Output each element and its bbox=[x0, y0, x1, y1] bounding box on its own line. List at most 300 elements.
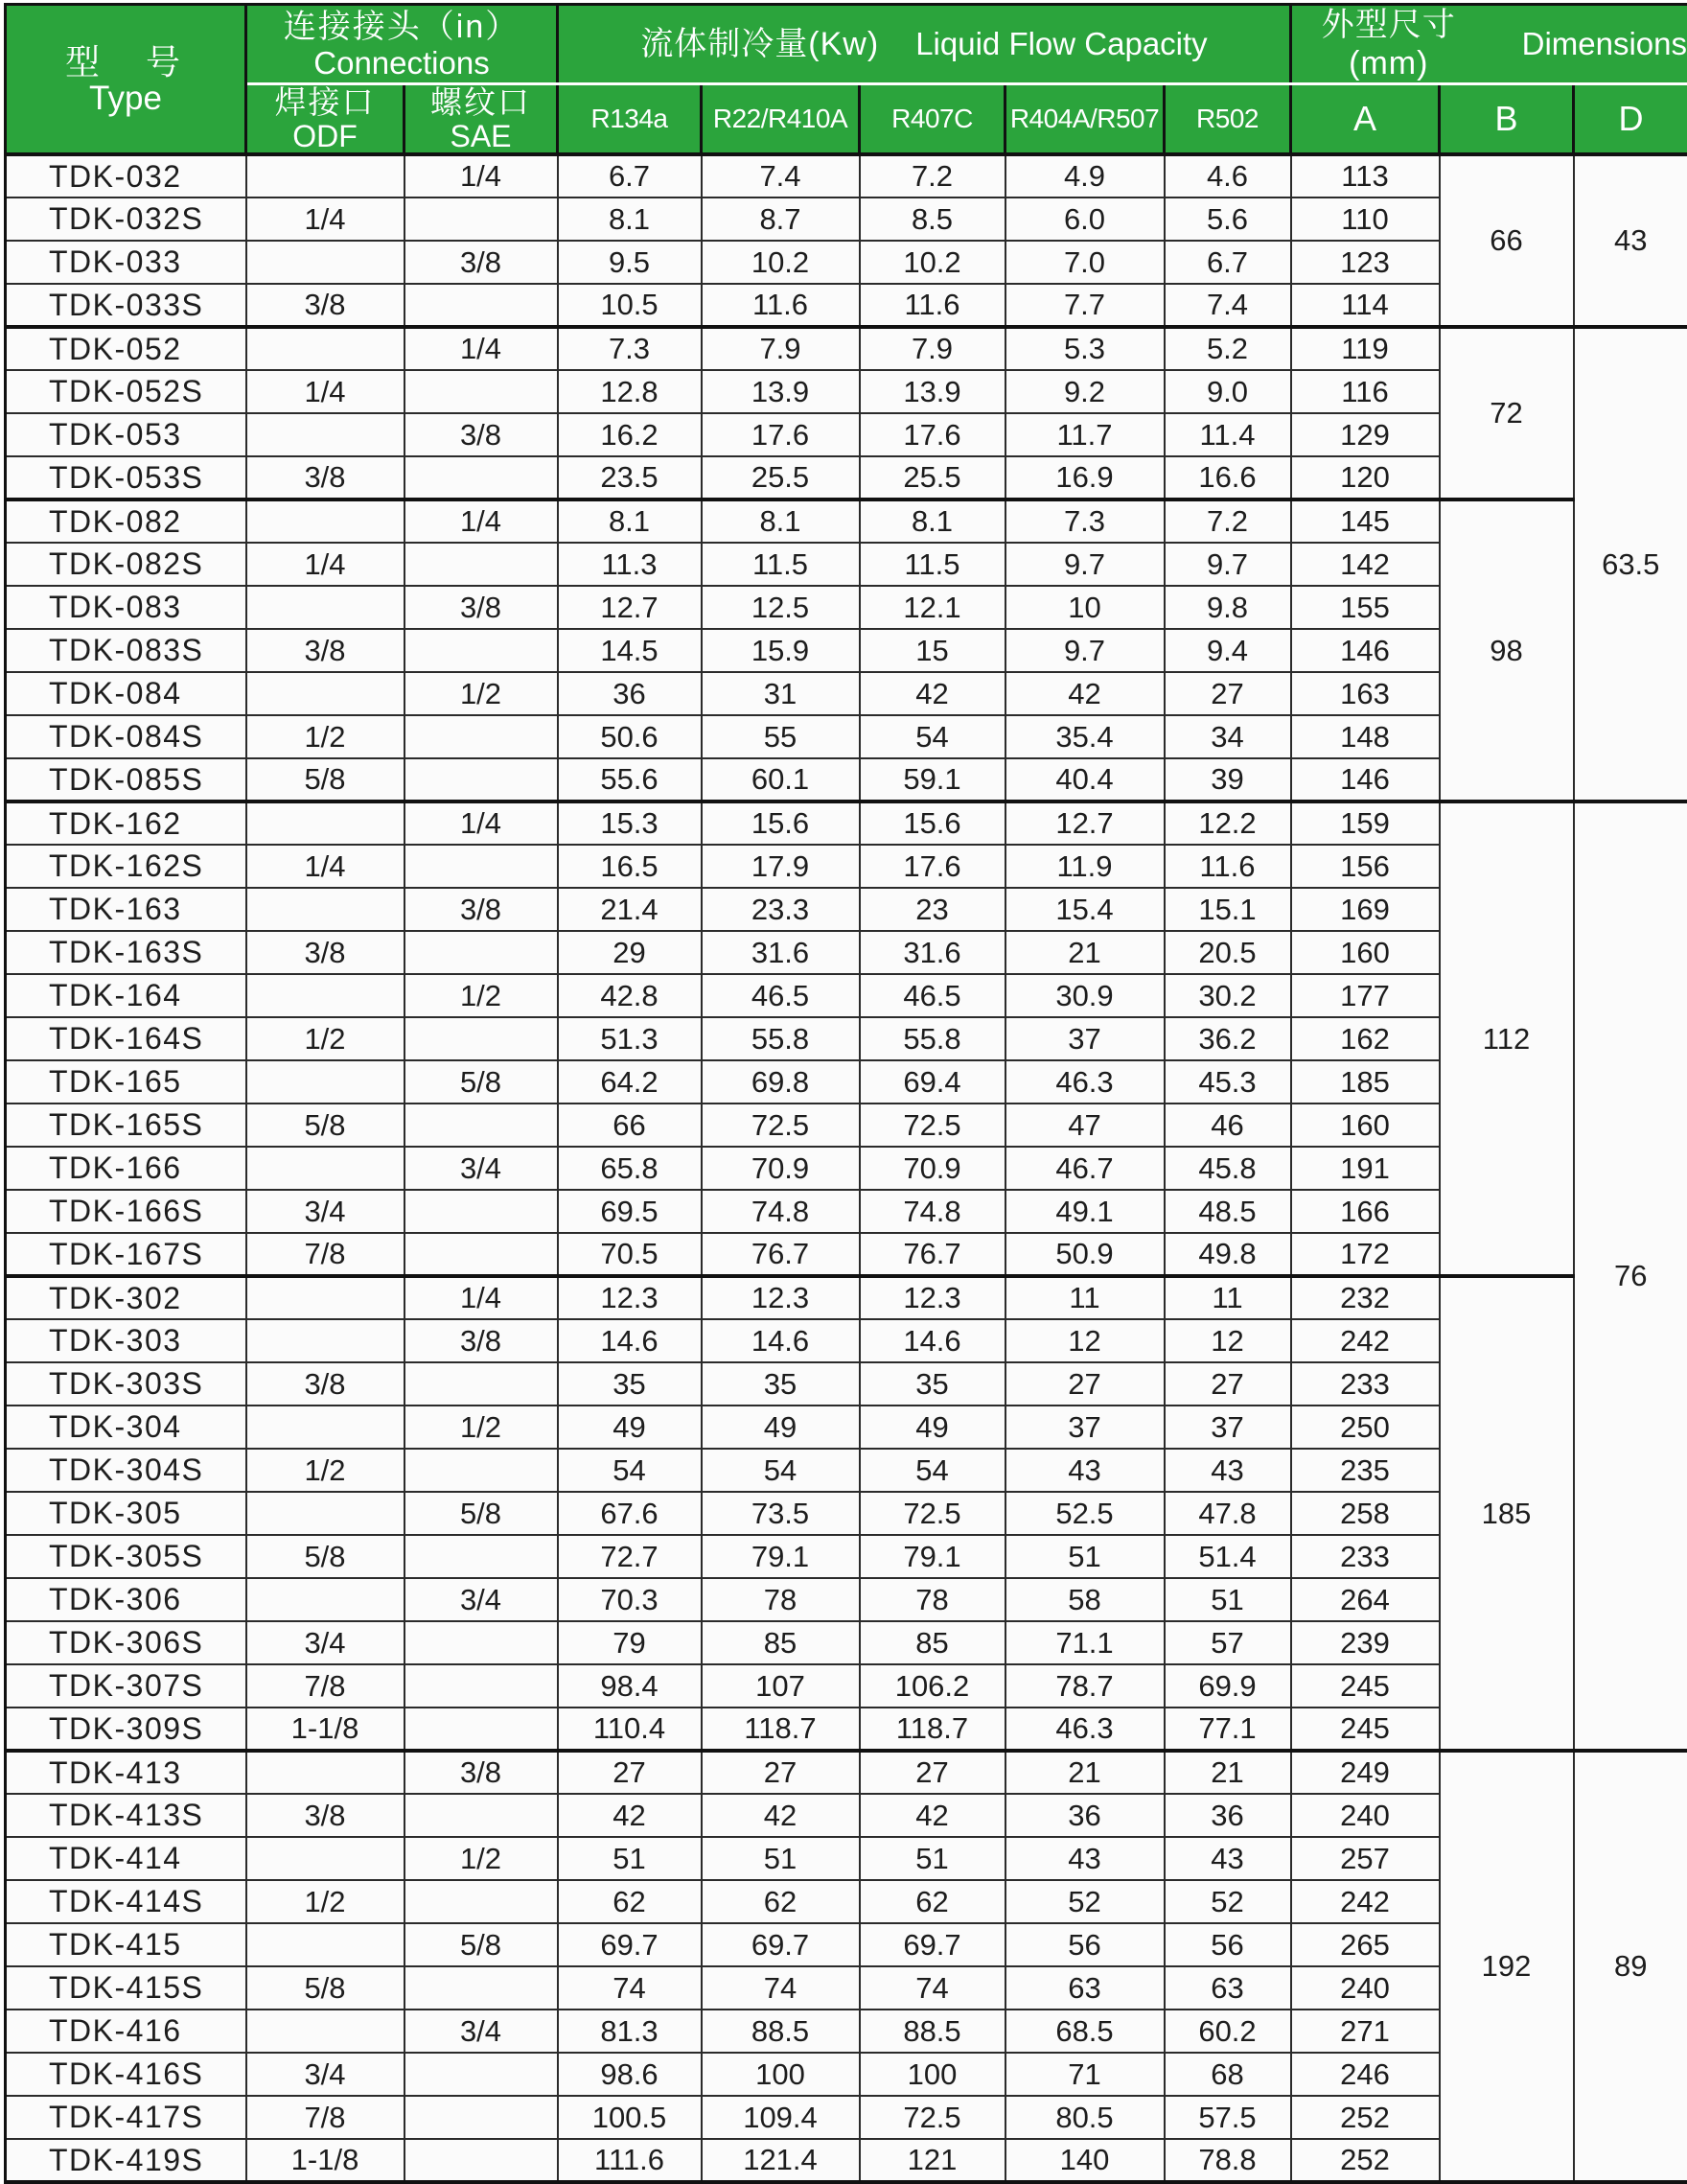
r502-cell: 45.8 bbox=[1165, 1147, 1291, 1190]
header-capacity-en: Liquid Flow Capacity bbox=[915, 27, 1207, 61]
sae-cell bbox=[404, 1794, 558, 1837]
odf-cell: 1/4 bbox=[246, 845, 404, 888]
r502-cell: 51 bbox=[1165, 1578, 1291, 1621]
r407c-cell: 79.1 bbox=[860, 1535, 1005, 1578]
r404a-r507-cell: 71.1 bbox=[1005, 1621, 1165, 1664]
odf-cell bbox=[246, 241, 404, 284]
r404a-r507-cell: 63 bbox=[1005, 1966, 1165, 2010]
r502-cell: 6.7 bbox=[1165, 241, 1291, 284]
r404a-r507-cell: 4.9 bbox=[1005, 154, 1165, 197]
type-cell: TDK-032S bbox=[6, 197, 246, 241]
r134a-cell: 70.3 bbox=[558, 1578, 702, 1621]
r22-r410a-cell: 55 bbox=[702, 715, 860, 758]
sae-cell: 3/8 bbox=[404, 1319, 558, 1362]
header-type-en: Type bbox=[7, 81, 244, 116]
r134a-cell: 79 bbox=[558, 1621, 702, 1664]
table-row bbox=[6, 1708, 1687, 1751]
r407c-cell: 69.7 bbox=[860, 1923, 1005, 1966]
sae-cell bbox=[404, 931, 558, 974]
sae-cell: 5/8 bbox=[404, 1923, 558, 1966]
dim-d-cell: 89 bbox=[1574, 1751, 1687, 2182]
r22-r410a-cell: 10.2 bbox=[702, 241, 860, 284]
odf-cell bbox=[246, 586, 404, 629]
table-row bbox=[6, 586, 1687, 629]
table-row bbox=[6, 1319, 1687, 1362]
r502-cell: 7.4 bbox=[1165, 284, 1291, 327]
r502-cell: 11.6 bbox=[1165, 845, 1291, 888]
r22-r410a-cell: 46.5 bbox=[702, 974, 860, 1017]
r22-r410a-cell: 109.4 bbox=[702, 2096, 860, 2139]
r502-cell: 34 bbox=[1165, 715, 1291, 758]
odf-cell bbox=[246, 1060, 404, 1104]
header-sae-zh: 螺纹口 bbox=[405, 85, 556, 120]
r134a-cell: 64.2 bbox=[558, 1060, 702, 1104]
r502-cell: 52 bbox=[1165, 1880, 1291, 1923]
table-row bbox=[6, 500, 1687, 543]
r502-cell: 57.5 bbox=[1165, 2096, 1291, 2139]
r22-r410a-cell: 74.8 bbox=[702, 1190, 860, 1233]
r134a-cell: 14.5 bbox=[558, 629, 702, 672]
dim-a-cell: 245 bbox=[1291, 1708, 1440, 1751]
type-cell: TDK-306S bbox=[6, 1621, 246, 1664]
header-type bbox=[6, 5, 246, 155]
r502-cell: 27 bbox=[1165, 1362, 1291, 1406]
dim-a-cell: 191 bbox=[1291, 1147, 1440, 1190]
r22-r410a-cell: 85 bbox=[702, 1621, 860, 1664]
header-sae-en: SAE bbox=[405, 120, 556, 152]
r407c-cell: 72.5 bbox=[860, 1492, 1005, 1535]
dim-a-cell: 146 bbox=[1291, 629, 1440, 672]
r407c-cell: 17.6 bbox=[860, 413, 1005, 456]
odf-cell: 1/2 bbox=[246, 1449, 404, 1492]
sae-cell: 1/4 bbox=[404, 154, 558, 197]
sae-cell bbox=[404, 2139, 558, 2182]
sae-cell: 1/4 bbox=[404, 327, 558, 370]
r407c-cell: 72.5 bbox=[860, 1104, 1005, 1147]
r407c-cell: 7.2 bbox=[860, 154, 1005, 197]
type-cell: TDK-413S bbox=[6, 1794, 246, 1837]
r502-cell: 43 bbox=[1165, 1837, 1291, 1880]
odf-cell bbox=[246, 1923, 404, 1966]
r502-cell: 39 bbox=[1165, 758, 1291, 802]
dim-a-cell: 146 bbox=[1291, 758, 1440, 802]
r22-r410a-cell: 11.6 bbox=[702, 284, 860, 327]
type-cell: TDK-166 bbox=[6, 1147, 246, 1190]
table-row bbox=[6, 1190, 1687, 1233]
type-cell: TDK-165S bbox=[6, 1104, 246, 1147]
type-cell: TDK-415S bbox=[6, 1966, 246, 2010]
odf-cell: 5/8 bbox=[246, 1966, 404, 2010]
r407c-cell: 7.9 bbox=[860, 327, 1005, 370]
type-cell: TDK-417S bbox=[6, 2096, 246, 2139]
table-row bbox=[6, 672, 1687, 715]
r22-r410a-cell: 12.5 bbox=[702, 586, 860, 629]
table-row bbox=[6, 1794, 1687, 1837]
type-cell: TDK-305 bbox=[6, 1492, 246, 1535]
r404a-r507-cell: 42 bbox=[1005, 672, 1165, 715]
dim-a-cell: 257 bbox=[1291, 1837, 1440, 1880]
sae-cell: 1/2 bbox=[404, 672, 558, 715]
sae-cell bbox=[404, 1664, 558, 1708]
r407c-cell: 62 bbox=[860, 1880, 1005, 1923]
r407c-cell: 59.1 bbox=[860, 758, 1005, 802]
r502-cell: 15.1 bbox=[1165, 888, 1291, 931]
r404a-r507-cell: 35.4 bbox=[1005, 715, 1165, 758]
table-row bbox=[6, 1751, 1687, 1794]
r404a-r507-cell: 15.4 bbox=[1005, 888, 1165, 931]
dim-a-cell: 116 bbox=[1291, 370, 1440, 413]
sae-cell: 3/8 bbox=[404, 1751, 558, 1794]
dim-a-cell: 250 bbox=[1291, 1406, 1440, 1449]
dim-b-cell: 98 bbox=[1440, 500, 1574, 802]
odf-cell: 7/8 bbox=[246, 1233, 404, 1276]
r407c-cell: 49 bbox=[860, 1406, 1005, 1449]
odf-cell bbox=[246, 1492, 404, 1535]
table-row bbox=[6, 931, 1687, 974]
r134a-cell: 42 bbox=[558, 1794, 702, 1837]
table-row bbox=[6, 845, 1687, 888]
r404a-r507-cell: 56 bbox=[1005, 1923, 1165, 1966]
r22-r410a-cell: 70.9 bbox=[702, 1147, 860, 1190]
type-cell: TDK-033S bbox=[6, 284, 246, 327]
header-r134a: R134a bbox=[558, 84, 702, 155]
r502-cell: 27 bbox=[1165, 672, 1291, 715]
sae-cell: 1/2 bbox=[404, 1837, 558, 1880]
r404a-r507-cell: 50.9 bbox=[1005, 1233, 1165, 1276]
r407c-cell: 14.6 bbox=[860, 1319, 1005, 1362]
r134a-cell: 16.2 bbox=[558, 413, 702, 456]
r407c-cell: 12.1 bbox=[860, 586, 1005, 629]
odf-cell bbox=[246, 1578, 404, 1621]
odf-cell bbox=[246, 1276, 404, 1319]
odf-cell bbox=[246, 888, 404, 931]
type-cell: TDK-083 bbox=[6, 586, 246, 629]
sae-cell bbox=[404, 284, 558, 327]
r22-r410a-cell: 118.7 bbox=[702, 1708, 860, 1751]
r502-cell: 37 bbox=[1165, 1406, 1291, 1449]
table-row bbox=[6, 327, 1687, 370]
type-cell: TDK-032 bbox=[6, 154, 246, 197]
odf-cell bbox=[246, 2010, 404, 2053]
table-row bbox=[6, 2139, 1687, 2182]
r404a-r507-cell: 9.2 bbox=[1005, 370, 1165, 413]
r22-r410a-cell: 7.9 bbox=[702, 327, 860, 370]
r404a-r507-cell: 52 bbox=[1005, 1880, 1165, 1923]
table-row bbox=[6, 1664, 1687, 1708]
r22-r410a-cell: 23.3 bbox=[702, 888, 860, 931]
type-cell: TDK-082S bbox=[6, 543, 246, 586]
type-cell: TDK-414S bbox=[6, 1880, 246, 1923]
dim-a-cell: 110 bbox=[1291, 197, 1440, 241]
odf-cell bbox=[246, 327, 404, 370]
r134a-cell: 23.5 bbox=[558, 456, 702, 500]
r22-r410a-cell: 15.6 bbox=[702, 802, 860, 845]
type-cell: TDK-053S bbox=[6, 456, 246, 500]
sae-cell bbox=[404, 1017, 558, 1060]
type-cell: TDK-052S bbox=[6, 370, 246, 413]
r407c-cell: 46.5 bbox=[860, 974, 1005, 1017]
r407c-cell: 11.6 bbox=[860, 284, 1005, 327]
r407c-cell: 12.3 bbox=[860, 1276, 1005, 1319]
odf-cell: 5/8 bbox=[246, 1535, 404, 1578]
table-row bbox=[6, 2010, 1687, 2053]
dim-a-cell: 172 bbox=[1291, 1233, 1440, 1276]
odf-cell: 1/2 bbox=[246, 1017, 404, 1060]
odf-cell: 3/8 bbox=[246, 931, 404, 974]
r22-r410a-cell: 8.7 bbox=[702, 197, 860, 241]
dim-a-cell: 271 bbox=[1291, 2010, 1440, 2053]
r404a-r507-cell: 52.5 bbox=[1005, 1492, 1165, 1535]
r134a-cell: 29 bbox=[558, 931, 702, 974]
dim-a-cell: 177 bbox=[1291, 974, 1440, 1017]
r502-cell: 12 bbox=[1165, 1319, 1291, 1362]
r502-cell: 36 bbox=[1165, 1794, 1291, 1837]
sae-cell bbox=[404, 1104, 558, 1147]
table-row bbox=[6, 543, 1687, 586]
r502-cell: 77.1 bbox=[1165, 1708, 1291, 1751]
dim-a-cell: 148 bbox=[1291, 715, 1440, 758]
r134a-cell: 69.5 bbox=[558, 1190, 702, 1233]
r502-cell: 5.2 bbox=[1165, 327, 1291, 370]
r134a-cell: 98.6 bbox=[558, 2053, 702, 2096]
r404a-r507-cell: 37 bbox=[1005, 1017, 1165, 1060]
sae-cell: 5/8 bbox=[404, 1060, 558, 1104]
type-cell: TDK-414 bbox=[6, 1837, 246, 1880]
dim-a-cell: 145 bbox=[1291, 500, 1440, 543]
r502-cell: 9.0 bbox=[1165, 370, 1291, 413]
dim-a-cell: 129 bbox=[1291, 413, 1440, 456]
header-row-sections bbox=[6, 5, 1687, 84]
r134a-cell: 9.5 bbox=[558, 241, 702, 284]
sae-cell: 1/2 bbox=[404, 974, 558, 1017]
type-cell: TDK-167S bbox=[6, 1233, 246, 1276]
r134a-cell: 16.5 bbox=[558, 845, 702, 888]
r134a-cell: 21.4 bbox=[558, 888, 702, 931]
type-cell: TDK-084S bbox=[6, 715, 246, 758]
table-header bbox=[6, 5, 1687, 155]
r134a-cell: 11.3 bbox=[558, 543, 702, 586]
r502-cell: 11.4 bbox=[1165, 413, 1291, 456]
table-row bbox=[6, 715, 1687, 758]
sae-cell bbox=[404, 543, 558, 586]
odf-cell: 7/8 bbox=[246, 2096, 404, 2139]
r404a-r507-cell: 11.7 bbox=[1005, 413, 1165, 456]
table-row bbox=[6, 1233, 1687, 1276]
r22-r410a-cell: 88.5 bbox=[702, 2010, 860, 2053]
dim-a-cell: 239 bbox=[1291, 1621, 1440, 1664]
r22-r410a-cell: 78 bbox=[702, 1578, 860, 1621]
odf-cell: 3/8 bbox=[246, 1362, 404, 1406]
r407c-cell: 51 bbox=[860, 1837, 1005, 1880]
odf-cell bbox=[246, 1147, 404, 1190]
r404a-r507-cell: 140 bbox=[1005, 2139, 1165, 2182]
sae-cell: 1/4 bbox=[404, 500, 558, 543]
r407c-cell: 69.4 bbox=[860, 1060, 1005, 1104]
odf-cell bbox=[246, 672, 404, 715]
header-r407c: R407C bbox=[860, 84, 1005, 155]
r407c-cell: 100 bbox=[860, 2053, 1005, 2096]
dim-b-cell: 66 bbox=[1440, 154, 1574, 327]
odf-cell bbox=[246, 154, 404, 197]
dim-a-cell: 252 bbox=[1291, 2139, 1440, 2182]
sae-cell bbox=[404, 1621, 558, 1664]
r404a-r507-cell: 21 bbox=[1005, 1751, 1165, 1794]
r22-r410a-cell: 31 bbox=[702, 672, 860, 715]
r134a-cell: 42.8 bbox=[558, 974, 702, 1017]
r22-r410a-cell: 11.5 bbox=[702, 543, 860, 586]
r134a-cell: 15.3 bbox=[558, 802, 702, 845]
r407c-cell: 17.6 bbox=[860, 845, 1005, 888]
r502-cell: 60.2 bbox=[1165, 2010, 1291, 2053]
r502-cell: 47.8 bbox=[1165, 1492, 1291, 1535]
r407c-cell: 35 bbox=[860, 1362, 1005, 1406]
r407c-cell: 76.7 bbox=[860, 1233, 1005, 1276]
r134a-cell: 74 bbox=[558, 1966, 702, 2010]
r22-r410a-cell: 15.9 bbox=[702, 629, 860, 672]
r502-cell: 20.5 bbox=[1165, 931, 1291, 974]
header-connections-zh: 连接接头（in） bbox=[247, 8, 556, 46]
sae-cell: 1/2 bbox=[404, 1406, 558, 1449]
r404a-r507-cell: 16.9 bbox=[1005, 456, 1165, 500]
r502-cell: 68 bbox=[1165, 2053, 1291, 2096]
type-cell: TDK-084 bbox=[6, 672, 246, 715]
table-row bbox=[6, 1276, 1687, 1319]
r134a-cell: 72.7 bbox=[558, 1535, 702, 1578]
r502-cell: 78.8 bbox=[1165, 2139, 1291, 2182]
table-row bbox=[6, 1104, 1687, 1147]
header-sae bbox=[404, 84, 558, 155]
sae-cell bbox=[404, 2096, 558, 2139]
table-row bbox=[6, 284, 1687, 327]
dim-a-cell: 156 bbox=[1291, 845, 1440, 888]
r134a-cell: 14.6 bbox=[558, 1319, 702, 1362]
dim-a-cell: 114 bbox=[1291, 284, 1440, 327]
table-row bbox=[6, 1449, 1687, 1492]
type-cell: TDK-164 bbox=[6, 974, 246, 1017]
sae-cell bbox=[404, 1880, 558, 1923]
sae-cell: 3/4 bbox=[404, 2010, 558, 2053]
type-cell: TDK-085S bbox=[6, 758, 246, 802]
r404a-r507-cell: 36 bbox=[1005, 1794, 1165, 1837]
r404a-r507-cell: 46.3 bbox=[1005, 1060, 1165, 1104]
r502-cell: 9.8 bbox=[1165, 586, 1291, 629]
dim-a-cell: 162 bbox=[1291, 1017, 1440, 1060]
r404a-r507-cell: 47 bbox=[1005, 1104, 1165, 1147]
header-connections-en: Connections bbox=[247, 46, 556, 81]
dim-a-cell: 185 bbox=[1291, 1060, 1440, 1104]
r134a-cell: 50.6 bbox=[558, 715, 702, 758]
r502-cell: 56 bbox=[1165, 1923, 1291, 1966]
dim-d-cell: 76 bbox=[1574, 802, 1687, 1751]
r407c-cell: 85 bbox=[860, 1621, 1005, 1664]
r134a-cell: 55.6 bbox=[558, 758, 702, 802]
r502-cell: 43 bbox=[1165, 1449, 1291, 1492]
r134a-cell: 81.3 bbox=[558, 2010, 702, 2053]
odf-cell: 3/4 bbox=[246, 1621, 404, 1664]
type-cell: TDK-163S bbox=[6, 931, 246, 974]
r404a-r507-cell: 49.1 bbox=[1005, 1190, 1165, 1233]
odf-cell: 3/8 bbox=[246, 284, 404, 327]
r22-r410a-cell: 73.5 bbox=[702, 1492, 860, 1535]
r502-cell: 12.2 bbox=[1165, 802, 1291, 845]
dim-a-cell: 252 bbox=[1291, 2096, 1440, 2139]
r404a-r507-cell: 6.0 bbox=[1005, 197, 1165, 241]
header-r404a-r507: R404A/R507 bbox=[1005, 84, 1165, 155]
r22-r410a-cell: 79.1 bbox=[702, 1535, 860, 1578]
sae-cell bbox=[404, 2053, 558, 2096]
type-cell: TDK-303S bbox=[6, 1362, 246, 1406]
odf-cell bbox=[246, 1751, 404, 1794]
dim-a-cell: 242 bbox=[1291, 1880, 1440, 1923]
r502-cell: 45.3 bbox=[1165, 1060, 1291, 1104]
dim-a-cell: 159 bbox=[1291, 802, 1440, 845]
dim-a-cell: 166 bbox=[1291, 1190, 1440, 1233]
table-row bbox=[6, 1837, 1687, 1880]
r407c-cell: 15 bbox=[860, 629, 1005, 672]
type-cell: TDK-083S bbox=[6, 629, 246, 672]
type-cell: TDK-305S bbox=[6, 1535, 246, 1578]
r22-r410a-cell: 76.7 bbox=[702, 1233, 860, 1276]
r134a-cell: 51 bbox=[558, 1837, 702, 1880]
r502-cell: 69.9 bbox=[1165, 1664, 1291, 1708]
dim-a-cell: 120 bbox=[1291, 456, 1440, 500]
type-cell: TDK-304S bbox=[6, 1449, 246, 1492]
r404a-r507-cell: 80.5 bbox=[1005, 2096, 1165, 2139]
r502-cell: 11 bbox=[1165, 1276, 1291, 1319]
type-cell: TDK-307S bbox=[6, 1664, 246, 1708]
r404a-r507-cell: 7.3 bbox=[1005, 500, 1165, 543]
header-connections bbox=[246, 5, 558, 84]
r407c-cell: 31.6 bbox=[860, 931, 1005, 974]
dim-b-cell: 192 bbox=[1440, 1751, 1574, 2182]
dim-a-cell: 240 bbox=[1291, 1966, 1440, 2010]
type-cell: TDK-165 bbox=[6, 1060, 246, 1104]
r407c-cell: 72.5 bbox=[860, 2096, 1005, 2139]
table-row bbox=[6, 888, 1687, 931]
dim-a-cell: 264 bbox=[1291, 1578, 1440, 1621]
r407c-cell: 8.5 bbox=[860, 197, 1005, 241]
type-cell: TDK-162 bbox=[6, 802, 246, 845]
r404a-r507-cell: 43 bbox=[1005, 1449, 1165, 1492]
odf-cell: 1/4 bbox=[246, 370, 404, 413]
r407c-cell: 23 bbox=[860, 888, 1005, 931]
odf-cell: 3/8 bbox=[246, 456, 404, 500]
sae-cell: 5/8 bbox=[404, 1492, 558, 1535]
odf-cell: 3/4 bbox=[246, 1190, 404, 1233]
r22-r410a-cell: 100 bbox=[702, 2053, 860, 2096]
r134a-cell: 8.1 bbox=[558, 500, 702, 543]
r134a-cell: 10.5 bbox=[558, 284, 702, 327]
r22-r410a-cell: 17.6 bbox=[702, 413, 860, 456]
sae-cell bbox=[404, 715, 558, 758]
r502-cell: 49.8 bbox=[1165, 1233, 1291, 1276]
type-cell: TDK-416S bbox=[6, 2053, 246, 2096]
table-row bbox=[6, 1362, 1687, 1406]
table-row bbox=[6, 1060, 1687, 1104]
r134a-cell: 6.7 bbox=[558, 154, 702, 197]
r404a-r507-cell: 9.7 bbox=[1005, 543, 1165, 586]
header-capacity-zh: 流体制冷量(Kw) bbox=[640, 25, 879, 63]
odf-cell bbox=[246, 802, 404, 845]
r22-r410a-cell: 69.8 bbox=[702, 1060, 860, 1104]
r502-cell: 9.4 bbox=[1165, 629, 1291, 672]
table-row bbox=[6, 758, 1687, 802]
sae-cell bbox=[404, 845, 558, 888]
r22-r410a-cell: 35 bbox=[702, 1362, 860, 1406]
r22-r410a-cell: 8.1 bbox=[702, 500, 860, 543]
r134a-cell: 36 bbox=[558, 672, 702, 715]
type-cell: TDK-303 bbox=[6, 1319, 246, 1362]
